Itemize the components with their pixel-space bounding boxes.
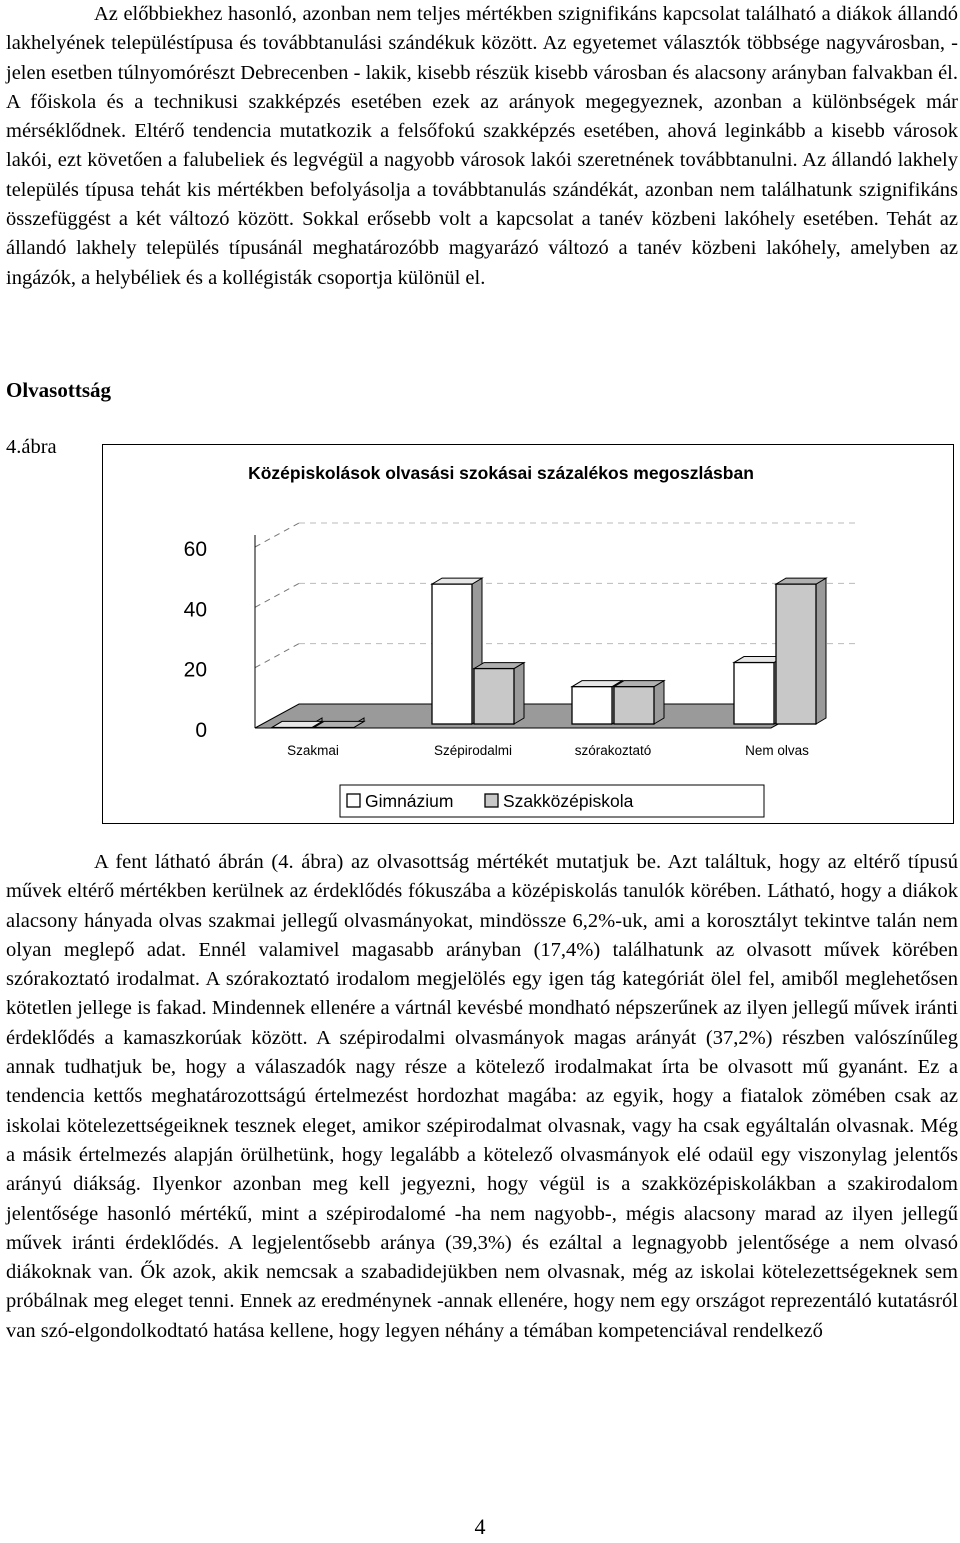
category-label: Szakmai	[287, 743, 339, 758]
chart-title: Középiskolások olvasási szokásai százalékos megoszlásban	[248, 463, 754, 483]
y-tick-label: 60	[183, 538, 207, 561]
category-label: Szépirodalmi	[433, 743, 513, 758]
figure-label: 4.ábra	[6, 436, 57, 458]
bar-front	[572, 687, 612, 724]
bar	[776, 578, 826, 724]
bar-front	[474, 669, 514, 724]
bar-side	[816, 578, 826, 724]
bar	[614, 681, 664, 724]
gridline	[255, 583, 299, 607]
category-label: szórakoztató	[574, 743, 652, 758]
bar-side	[514, 663, 524, 724]
section-heading: Olvasottság	[6, 378, 111, 402]
y-tick-label: 0	[195, 719, 207, 742]
page-number: 4	[474, 1514, 486, 1539]
reading-habits-chart	[102, 444, 954, 824]
bar-front	[614, 687, 654, 724]
paragraph-analysis: A fent látható ábrán (4. ábra) az olvasottság mértékét mutatjuk be. Azt találtuk, hogy az eltérő típusú művek eltérő mértékben kerülnek az érdeklődés fókuszába a középiskolás tanulók körében. Látható, hogy a diákok alacsony hányada olvas szakmai jellegű olvasmányokat, mindössze 6,2%-uk, ami a korosztályt tekintve talán nem olyan meglepő adat. Ennél valamivel magasabb arányban (17,4%) találhatunk az olvasott művek körében szórakoztató irodalmat. A szórakoztató irodalom megjelölés egy igen tág kategóriát ölel fel, amiből meglehetősen kötetlen jellege is fakad. Mindennek ellenére a vártnál kevésbé mondható népszerűnek az ilyen jellegű művek iránti érdeklődés a kamaszkorúak között. A szépirodalmi olvasmányok magas arányát (37,2%) részben valószínűleg annak tudhatjuk be, hogy a válaszadók nagy része a kötelező irodalmakat írta be olvasott mű gyanánt. Ez a tendencia kettős meghatározottságú értelmezést hordozhat magába: az egyik, hogy a fiatalok zömében csak az iskolai kötelezettségeiknek tesznek eleget, amikor szépirodalmat olvasnak, vagy ha csak egyáltalán olvasnak. Még a másik értelmezés alapján örülhetünk, hogy legalább a kötelező olvasmányok elé odaül egy viszonylag jelentős arányú diákság. Ilyenkor azonban meg kell jegyezni, hogy végül is a szakközépiskolákban a szakirodalom jelentősége hasonló mértékű, mint a szépirodalomé -ha nem nagyobb-, mégis alacsony marad az ilyen jellegű művek iránti érdeklődés. A legjelentősebb aránya (39,3%) és ezáltal a legnagyobb jelentősége a nem olvasó diákoknak van. Ők azok, akik nemcsak a szabadidejükben nem olvasnak, még az iskolai kötelezettségeknek sem próbálnak meg eleget tenni. Ennek az eredménynek -annak ellenére, hogy nem egy országot reprezentáló kutatásról van szó-elgondolkodtató hatása kellene, hogy legyen néhány a témában kompetenciával rendelkező	[6, 851, 958, 1342]
legend-label: Szakközépiskola	[503, 791, 634, 811]
paragraph-intro: Az előbbiekhez hasonló, azonban nem teljes mértékben szignifikáns kapcsolat található a diákok állandó lakhelyének településtípusa és továbbtanulási szándékuk között. Az egyetemet választók többsége nagyvárosban, - jelen esetben túlnyomórészt Debrecenben - lakik, kisebb részük kisebb városban és alacsony arányban falvakban él. A főiskola és a technikusi szakképzés esetében ezek az arányok megegyeznek, azonban a különbségek már mérséklődnek. Eltérő tendencia mutatkozik a felsőfokú szakképzés esetében, ahová leginkább a kisebb városok lakói, ezt követően a falubeliek és legvégül a nagyobb városok lakói szeretnének továbbtanulni. Az állandó lakhely település típusa tehát kis mértékben befolyásolja a továbbtanulás szándékát, azonban nem találhatunk szignifikáns összefüggést a két változó között. Sokkal erősebb volt a kapcsolat a tanév közbeni lakóhely esetében. Tehát az állandó lakhely település típusánál meghatározóbb magyarázó változó a tanév közbeni lakóhely, amelyben az ingázók, a helybéliek és a kollégisták csoportja különül el.	[6, 3, 958, 289]
bar-side	[654, 681, 664, 724]
bar-front	[734, 663, 774, 724]
legend-swatch	[485, 794, 498, 807]
chart-svg	[103, 445, 953, 823]
y-tick-label: 20	[183, 658, 207, 682]
bar	[474, 663, 524, 724]
legend-swatch	[347, 794, 360, 807]
chart-legend	[340, 785, 764, 817]
legend-label: Gimnázium	[365, 791, 454, 811]
category-label: Nem olvas	[745, 743, 809, 758]
y-tick-label: 40	[183, 598, 207, 622]
gridline	[255, 523, 299, 547]
bar-front	[432, 584, 472, 724]
gridline	[255, 644, 299, 668]
bar-front	[776, 584, 816, 724]
